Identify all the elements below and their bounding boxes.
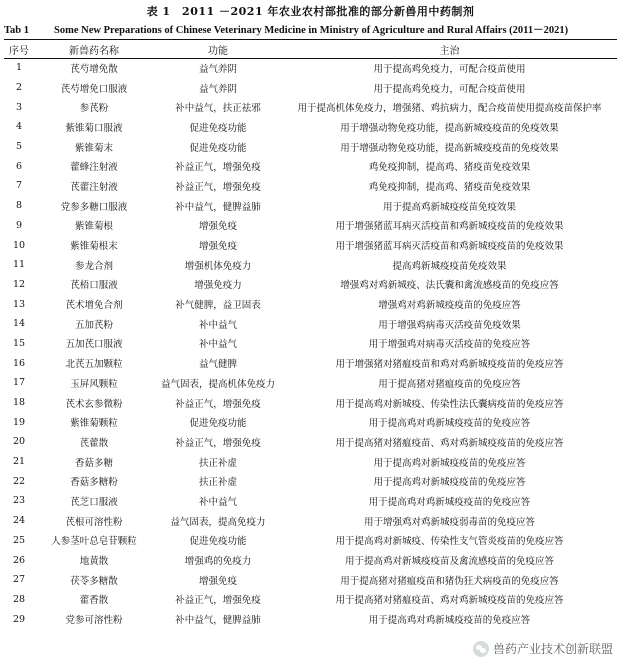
cell-function: 促进免疫功能 xyxy=(189,122,247,134)
cell-function: 益气养阴 xyxy=(198,83,237,95)
table-row xyxy=(4,590,617,610)
cell-index: 25 xyxy=(12,534,26,546)
table-row xyxy=(4,432,617,452)
cell-indication: 用于提高机体免疫力，增强猪、鸡抗病力，配合疫苗使用提高疫苗保护率 xyxy=(297,103,602,115)
cell-function: 益气健脾 xyxy=(198,359,237,371)
table-row xyxy=(4,117,617,137)
table-header-row xyxy=(4,40,617,58)
cell-drug-name: 芪术玄参微粉 xyxy=(65,398,123,410)
cell-drug-name: 紫锥菊末 xyxy=(74,142,113,154)
cell-function: 扶正补虚 xyxy=(198,457,237,469)
cell-function: 补中益气 xyxy=(198,339,237,351)
cell-function: 补中益气 xyxy=(198,496,237,508)
table-row xyxy=(4,235,617,255)
cell-drug-name: 五加芪口服液 xyxy=(65,339,123,351)
cell-index: 6 xyxy=(15,160,23,172)
cell-drug-name: 藿蜂注射液 xyxy=(70,162,118,174)
cell-drug-name: 党参可溶性粉 xyxy=(65,615,123,627)
cell-indication: 用于提高鸡对新城疫、传染性支气管炎疫苗的免疫应答 xyxy=(335,536,564,548)
cell-index: 4 xyxy=(15,121,23,133)
cell-function: 补益正气，增强免疫 xyxy=(175,398,261,410)
col-header-function: 功能 xyxy=(208,45,228,57)
cell-indication: 用于提高鸡对鸡新城疫疫苗的免疫应答 xyxy=(368,496,531,508)
cell-function: 补益正气，增强免疫 xyxy=(175,162,261,174)
cell-function: 扶正补虚 xyxy=(198,477,237,489)
cell-function: 促进免疫功能 xyxy=(189,142,247,154)
table-row xyxy=(4,353,617,373)
cell-index: 10 xyxy=(12,239,26,251)
cell-indication: 用于增强动物免疫功能，提高新城疫疫苗的免疫效果 xyxy=(340,142,559,154)
cell-index: 5 xyxy=(15,141,23,153)
cell-index: 22 xyxy=(12,475,26,487)
table-row xyxy=(4,58,617,78)
cell-drug-name: 芪芍增免散 xyxy=(70,63,118,75)
cell-function: 增强机体免疫力 xyxy=(184,260,252,272)
cell-drug-name: 地黄散 xyxy=(79,556,109,568)
cell-function: 补中益气，扶正祛邪 xyxy=(175,103,261,115)
cell-indication: 增强鸡对鸡新城疫疫苗的免疫应答 xyxy=(378,300,521,312)
cell-function: 补中益气，健脾益肺 xyxy=(175,201,261,213)
cell-indication: 用于增强猪对猪瘟疫苗和鸡对鸡新城疫疫苗的免疫应答 xyxy=(335,359,564,371)
cell-function: 益气养阴 xyxy=(198,63,237,75)
cell-drug-name: 党参多糖口服液 xyxy=(60,201,128,213)
table-row xyxy=(4,491,617,511)
cell-drug-name: 茯苓多糖散 xyxy=(70,575,118,587)
table-title-en xyxy=(4,22,619,37)
cell-function: 增强免疫 xyxy=(198,575,237,587)
table-row xyxy=(4,531,617,551)
wechat-icon xyxy=(473,641,489,657)
table-row xyxy=(4,550,617,570)
table-row xyxy=(4,216,617,236)
cell-index: 7 xyxy=(15,180,23,192)
cell-drug-name: 五加芪粉 xyxy=(74,319,113,331)
cell-drug-name: 参龙合剂 xyxy=(74,260,113,272)
table-row xyxy=(4,176,617,196)
cell-drug-name: 芪芝口服液 xyxy=(70,496,118,508)
watermark xyxy=(473,640,613,657)
cell-function: 益气固表，提高免疫力 xyxy=(170,516,266,528)
cell-indication: 用于提高鸡新城疫疫苗免疫效果 xyxy=(382,201,516,213)
table-row xyxy=(4,511,617,531)
cell-drug-name: 紫锥菊根 xyxy=(74,221,113,233)
cell-indication: 鸡免疫抑制，提高鸡、猪疫苗免疫效果 xyxy=(368,181,531,193)
cell-index: 29 xyxy=(12,613,26,625)
cell-indication: 用于增强鸡病毒灭活疫苗免疫效果 xyxy=(378,319,521,331)
cell-function: 补中益气，健脾益肺 xyxy=(175,615,261,627)
col-header-index: 序号 xyxy=(9,45,29,57)
cell-index: 23 xyxy=(12,495,26,507)
cell-function: 增强免疫 xyxy=(198,221,237,233)
table-row xyxy=(4,294,617,314)
cell-index: 20 xyxy=(12,436,26,448)
cell-indication: 用于增强猪蓝耳病灭活疫苗和鸡新城疫疫苗的免疫效果 xyxy=(335,241,564,253)
table-row xyxy=(4,196,617,216)
cell-drug-name: 北芪五加颗粒 xyxy=(65,359,123,371)
cell-drug-name: 芪藿注射液 xyxy=(70,181,118,193)
table-row xyxy=(4,156,617,176)
cell-drug-name: 芪芍增免口服液 xyxy=(60,83,128,95)
cell-indication: 用于提高鸡对新城疫疫苗及禽流感疫苗的免疫应答 xyxy=(344,556,554,568)
cell-indication: 用于增强动物免疫功能，提高新城疫疫苗的免疫效果 xyxy=(340,122,559,134)
table-row xyxy=(4,97,617,117)
table-row xyxy=(4,275,617,295)
cell-drug-name: 参芪粉 xyxy=(79,103,109,115)
table-row xyxy=(4,255,617,275)
cell-index: 18 xyxy=(12,397,26,409)
cell-function: 促进免疫功能 xyxy=(189,418,247,430)
col-header-indication: 主治 xyxy=(439,45,460,57)
col-header-name: 新兽药名称 xyxy=(69,45,119,57)
cell-index: 14 xyxy=(12,318,26,330)
cell-drug-name: 玉屏风颗粒 xyxy=(70,378,118,390)
drug-table xyxy=(4,40,617,629)
cell-index: 27 xyxy=(12,574,26,586)
cell-indication: 提高鸡新城疫疫苗免疫效果 xyxy=(392,260,507,272)
table-row xyxy=(4,609,617,629)
cell-drug-name: 紫锥菊根末 xyxy=(70,241,118,253)
cell-index: 24 xyxy=(12,515,26,527)
cell-function: 增强鸡的免疫力 xyxy=(184,556,252,568)
cell-function: 益气固表，提高机体免疫力 xyxy=(160,378,275,390)
cell-indication: 用于提高猪对猪瘟疫苗、鸡对鸡新城疫疫苗的免疫应答 xyxy=(335,437,564,449)
table-row xyxy=(4,393,617,413)
cell-drug-name: 芪藿散 xyxy=(79,437,109,449)
cell-indication: 用于提高猪对猪瘟疫苗的免疫应答 xyxy=(378,378,521,390)
cell-drug-name: 紫锥菊颗粒 xyxy=(70,418,118,430)
cell-drug-name: 芪术增免合剂 xyxy=(65,300,123,312)
cell-index: 28 xyxy=(12,593,26,605)
cell-function: 增强免疫 xyxy=(198,241,237,253)
cell-drug-name: 人参茎叶总皂苷颗粒 xyxy=(51,536,137,548)
cell-index: 17 xyxy=(12,377,26,389)
cell-indication: 用于提高鸡免疫力，可配合疫苗使用 xyxy=(373,63,526,75)
cell-indication: 鸡免疫抑制，提高鸡、猪疫苗免疫效果 xyxy=(368,162,531,174)
cell-indication: 用于增强鸡对病毒灭活疫苗的免疫应答 xyxy=(368,339,531,351)
cell-function: 补益正气，增强免疫 xyxy=(175,595,261,607)
table-row xyxy=(4,570,617,590)
cell-index: 2 xyxy=(15,82,23,94)
cell-index: 16 xyxy=(12,357,26,369)
cell-index: 3 xyxy=(15,101,23,113)
cell-index: 9 xyxy=(15,219,23,231)
table-row xyxy=(4,452,617,472)
table-row xyxy=(4,314,617,334)
cell-indication: 用于提高鸡对鸡新城疫疫苗的免疫应答 xyxy=(368,418,531,430)
cell-indication: 用于增强猪蓝耳病灭活疫苗和鸡新城疫疫苗的免疫效果 xyxy=(335,221,564,233)
cell-index: 15 xyxy=(12,337,26,349)
cell-function: 增强免疫力 xyxy=(194,280,242,292)
cell-indication: 用于提高鸡对新城疫、传染性法氏囊病疫苗的免疫应答 xyxy=(335,398,564,410)
cell-drug-name: 藿香散 xyxy=(79,595,109,607)
cell-drug-name: 香菇多糖 xyxy=(74,457,113,469)
cell-indication: 用于提高鸡对鸡新城疫疫苗的免疫应答 xyxy=(368,615,531,627)
cell-drug-name: 紫锥菊口服液 xyxy=(65,122,123,134)
cell-index: 21 xyxy=(12,456,26,468)
cell-index: 19 xyxy=(12,416,26,428)
table-number: Tab 1 xyxy=(4,25,30,36)
cell-index: 11 xyxy=(12,259,26,271)
cell-indication: 用于提高猪对猪瘟疫苗、鸡对鸡新城疫疫苗的免疫应答 xyxy=(335,595,564,607)
table-row xyxy=(4,373,617,393)
cell-function: 补益正气，增强免疫 xyxy=(175,437,261,449)
table-row xyxy=(4,334,617,354)
cell-drug-name: 芪根可溶性粉 xyxy=(65,516,123,528)
cell-indication: 用于提高鸡免疫力，可配合疫苗使用 xyxy=(373,83,526,95)
table-title-en-text: Some New Preparations of Chinese Veterinary Medicine in Ministry of Agriculture and Rural Affairs (2011－2021) xyxy=(54,25,569,36)
cell-indication: 用于增强鸡对鸡新城疫弱毒苗的免疫应答 xyxy=(363,516,535,528)
cell-index: 8 xyxy=(15,200,23,212)
cell-function: 补中益气 xyxy=(198,319,237,331)
cell-index: 26 xyxy=(12,554,26,566)
cell-function: 补气健脾，益卫固表 xyxy=(175,300,261,312)
cell-drug-name: 香菇多糖粉 xyxy=(70,477,118,489)
cell-indication: 增强鸡对鸡新城疫、法氏囊和禽流感疫苗的免疫应答 xyxy=(340,280,559,292)
cell-indication: 用于提高猪对猪瘟疫苗和猪伪狂犬病疫苗的免疫应答 xyxy=(340,575,559,587)
cell-drug-name: 芪梧口服液 xyxy=(70,280,118,292)
cell-function: 促进免疫功能 xyxy=(189,536,247,548)
table-row xyxy=(4,471,617,491)
table-row xyxy=(4,412,617,432)
cell-index: 1 xyxy=(15,62,23,74)
cell-indication: 用于提高鸡对新城疫疫苗的免疫应答 xyxy=(373,457,526,469)
cell-function: 补益正气，增强免疫 xyxy=(175,181,261,193)
cell-indication: 用于提高鸡对新城疫疫苗的免疫应答 xyxy=(373,477,526,489)
cell-index: 13 xyxy=(12,298,26,310)
table-body xyxy=(4,58,617,629)
cell-index: 12 xyxy=(12,278,26,290)
table-row xyxy=(4,78,617,98)
watermark-text: 兽药产业技术创新联盟 xyxy=(492,642,613,656)
table-row xyxy=(4,137,617,157)
table-title-cn: 表 1 2011 －2021 年农业农村部批准的部分新兽用中药制剂 xyxy=(146,5,475,18)
